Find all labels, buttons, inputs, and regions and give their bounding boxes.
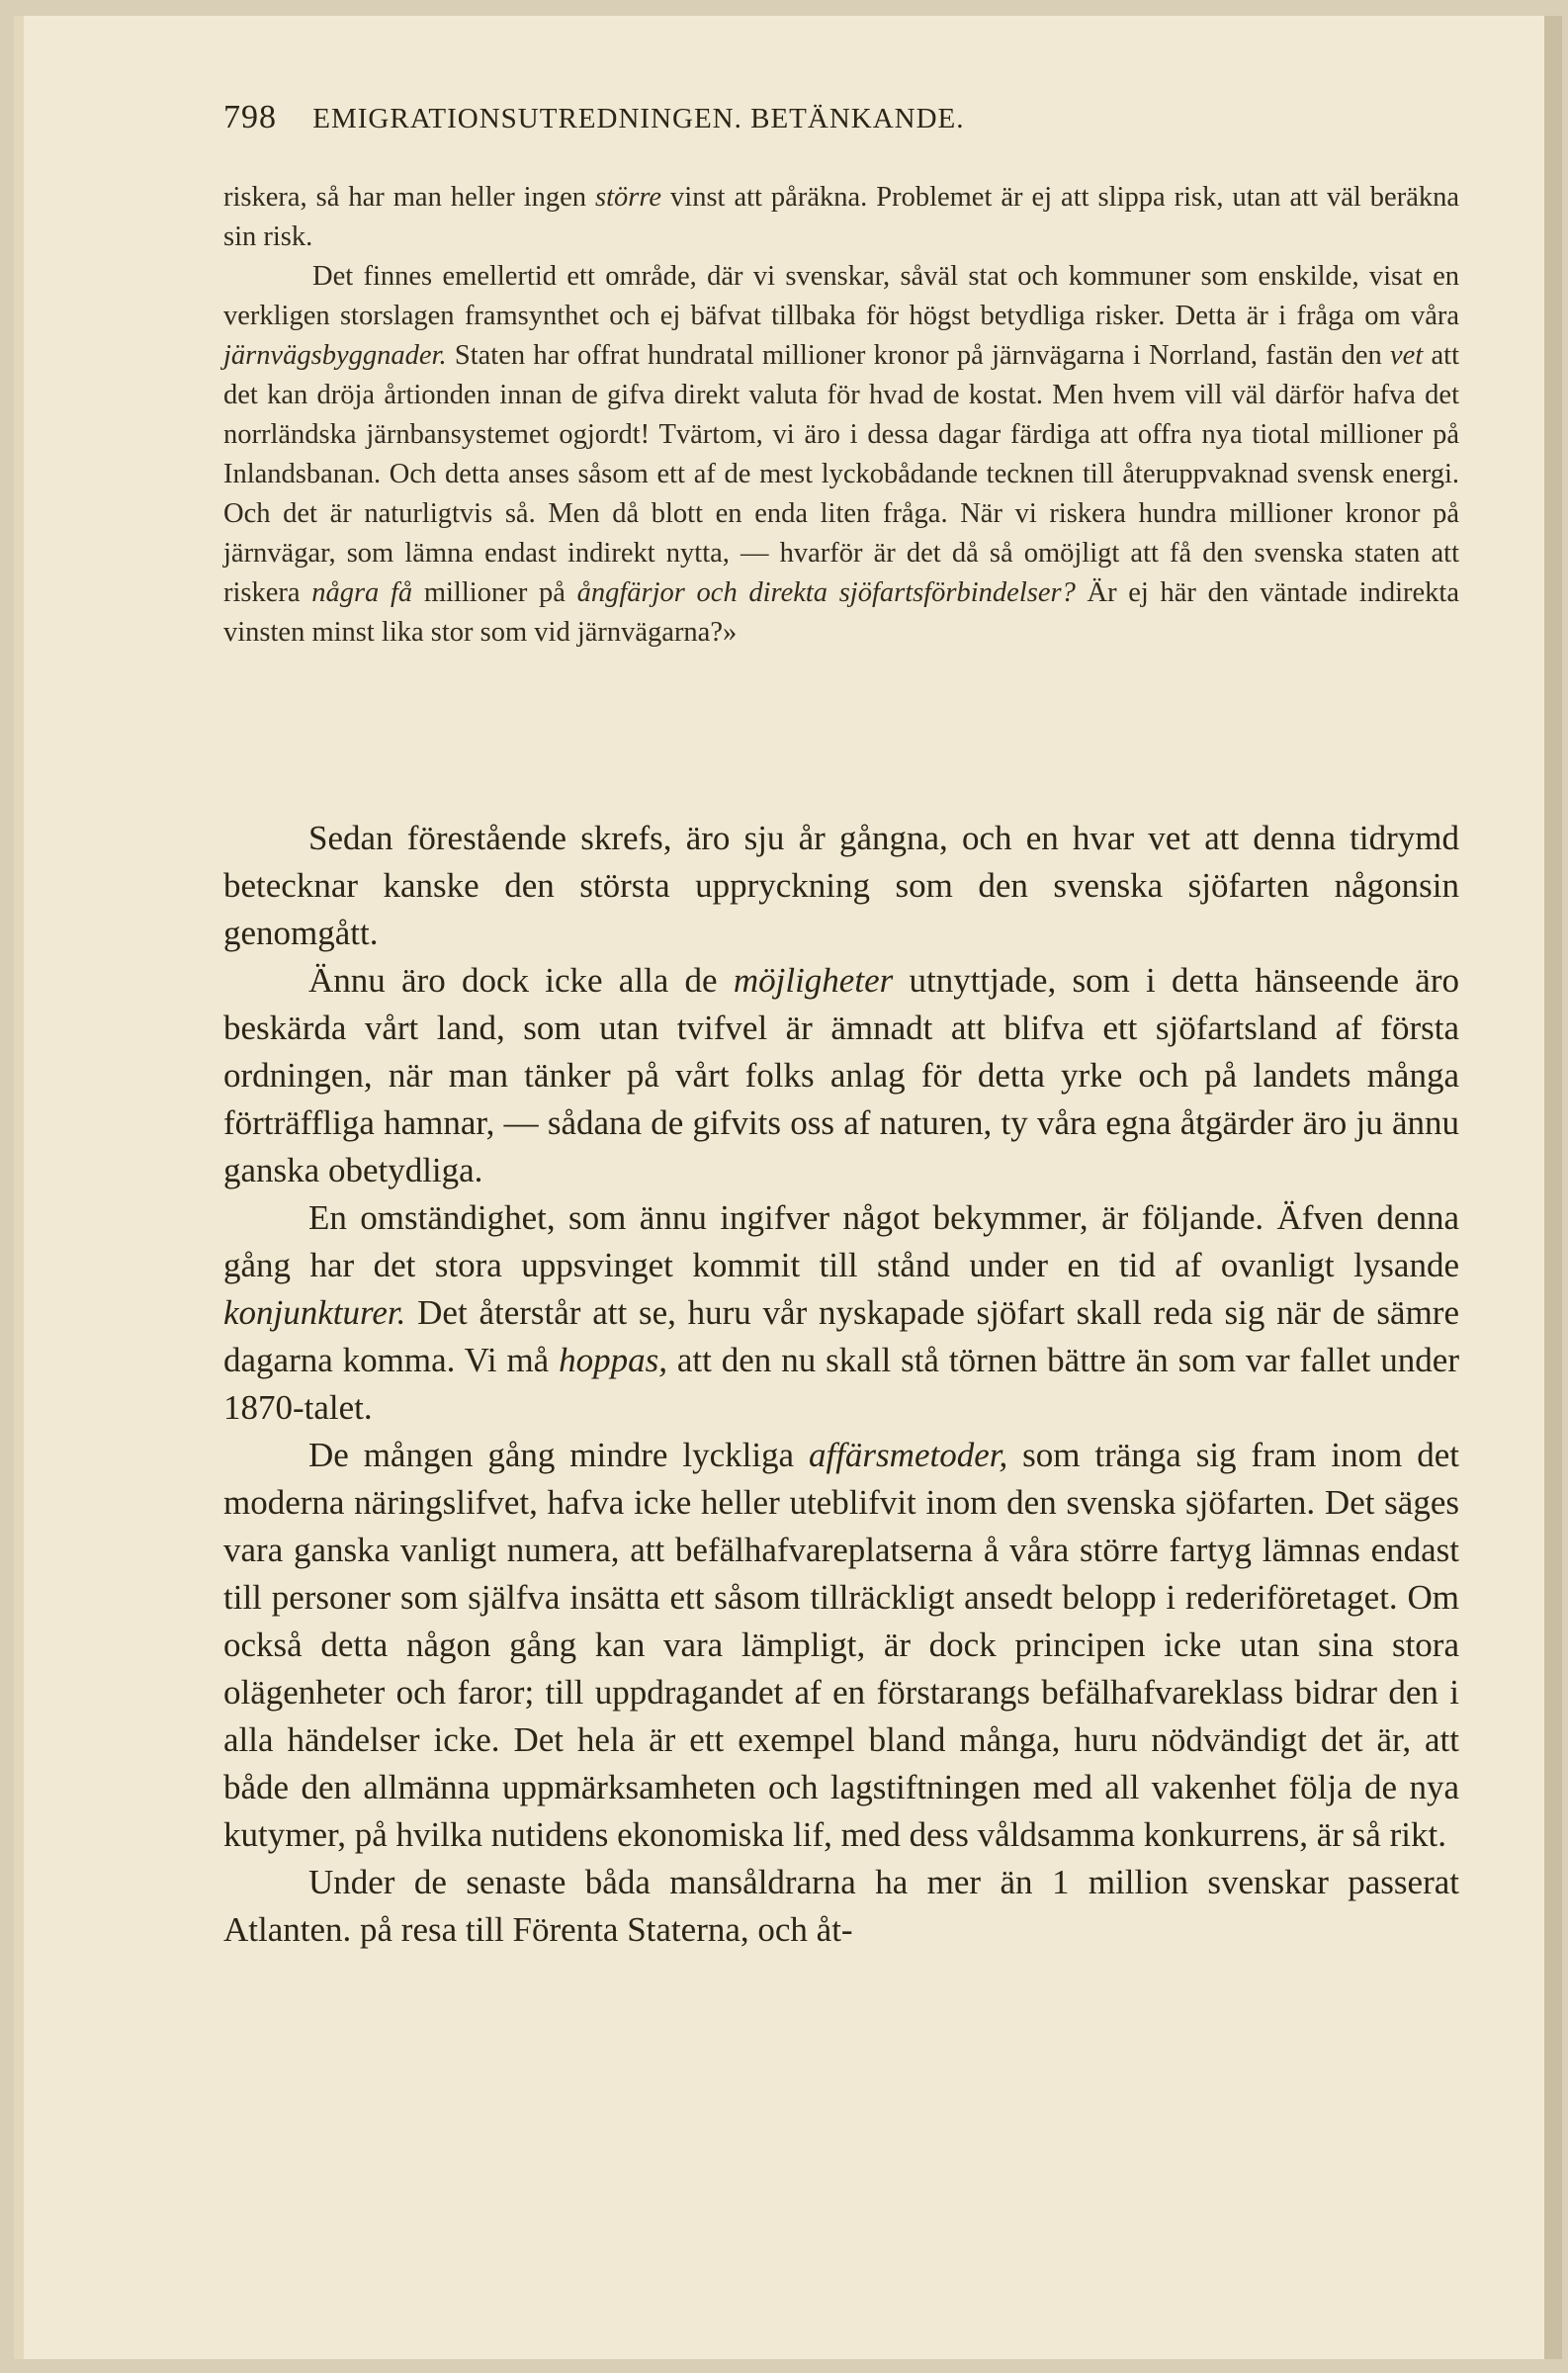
emphasis: några få <box>311 577 413 608</box>
text-run: riskera, så har man heller ingen <box>223 182 595 213</box>
quote-paragraph <box>223 178 1459 257</box>
body-paragraph <box>223 957 1459 1194</box>
body-paragraph <box>223 1194 1459 1432</box>
emphasis: affärsmetoder, <box>808 1436 1008 1474</box>
text-run: vinst att påräkna. Problemet är ej att slippa risk, utan att väl beräkna sin risk. <box>223 182 1459 252</box>
quoted-passage <box>223 178 1459 653</box>
emphasis: konjunkturer. <box>223 1293 406 1332</box>
emphasis: ångfärjor och direkta sjöfartsförbindelser? <box>576 577 1076 608</box>
text-run: En omständighet, som ännu ingifver något bekymmer, är följande. Äfven denna gång har det stora uppsvinget kommit till stånd under en tid af ovanligt lysande <box>223 1198 1459 1284</box>
running-title: EMIGRATIONSUTREDNINGEN. BETÄNKANDE. <box>312 103 965 134</box>
emphasis: hoppas, <box>559 1341 667 1379</box>
text-run: utnyttjade, som i detta hänseende äro beskärda vårt land, som utan tvifvel är ämnadt att blifva ett sjöfartsland af första ordningen, när man tänker på vårt folks anlag för detta yrke och på landets många förträffliga hamnar, — sådana de gifvits oss af naturen, ty våra egna åtgärder äro ju ännu ganska obetydliga. <box>223 961 1459 1189</box>
text-run: att det kan dröja årtionden innan de gifva direkt valuta för hvad de kostat. Men hvem vill väl därför hafva det norrländska järnbansystemet ogjordt! Tvärtom, vi äro i dessa dagar färdiga att offra nya tiotal millioner på Inlandsbanan. Och detta anses såsom ett af de mest lyckobådande tecknen till återuppvaknad svensk energi. Och det är naturligtvis så. Men då blott en enda liten fråga. När vi riskera hundra millioner kronor på järnvägar, som lämna endast indirekt nytta, — hvarför är det då så omöjligt att få den svenska staten att riskera <box>223 340 1459 608</box>
text-run: Det återstår att se, huru vår nyskapade sjöfart skall reda sig när de sämre dagarna komma. Vi må <box>223 1293 1459 1379</box>
emphasis: järnvägsbyggnader. <box>223 340 447 371</box>
text-run: Det finnes emellertid ett område, där vi svenskar, såväl stat och kommuner som enskilde, visat en verkligen storslagen framsynthet och ej bäfvat tillbaka för högst betydliga risker. Detta är i fråga om våra <box>223 261 1459 331</box>
emphasis: möjligheter <box>733 961 894 1000</box>
body-paragraph <box>223 1432 1459 1859</box>
text-run: millioner på <box>412 577 577 608</box>
text-run: Är ej här den väntade indirekta vinsten minst lika stor som vid järnvägarna?» <box>223 577 1459 648</box>
page-edge <box>1544 16 1562 2359</box>
body-paragraph: Sedan förestående skrefs, äro sju år gångna, och en hvar vet att denna tidrymd betecknar kanske den största uppryckning som den svenska sjöfarten någonsin genomgått. <box>223 819 1459 952</box>
body-text <box>223 815 1459 1954</box>
text-run: att den nu skall stå törnen bättre än som var fallet under 1870-talet. <box>223 1341 1459 1427</box>
page-number: 798 <box>223 99 277 135</box>
running-header <box>223 99 1459 136</box>
text-run: Staten har offrat hundratal millioner kronor på järnvägarna i Norrland, fastän den <box>446 340 1391 371</box>
body-paragraph: Under de senaste båda mansåldrarna ha mer än 1 million svenskar passerat Atlanten. på resa till Förenta Staterna, och åt- <box>223 1863 1459 1949</box>
text-run: Ännu äro dock icke alla de <box>308 961 734 1000</box>
text-run: De mången gång mindre lyckliga <box>308 1436 809 1474</box>
text-run: som tränga sig fram inom det moderna näringslifvet, hafva icke heller uteblifvit inom den svenska sjöfarten. Det säges vara ganska vanligt numera, att befälhafvareplatserna å våra större fartyg lämnas endast till personer som själfva insätta ett såsom tillräckligt ansedt belopp i rederiföretaget. Om också detta någon gång kan vara lämpligt, är dock principen icke utan sina stora olägenheter och faror; till uppdragandet af en förstarangs befälhafvareklass bidrar den i alla händelser icke. Det hela är ett exempel bland många, huru nödvändigt det är, att både den allmänna uppmärksamheten och lagstiftningen med all vakenhet följa de nya kutymer, på hvilka nutidens ekonomiska lif, med dess våldsamma konkurrens, är så rikt. <box>223 1436 1459 1854</box>
quote-paragraph <box>223 257 1459 653</box>
emphasis: vet <box>1390 340 1424 371</box>
emphasis: större <box>595 182 662 213</box>
